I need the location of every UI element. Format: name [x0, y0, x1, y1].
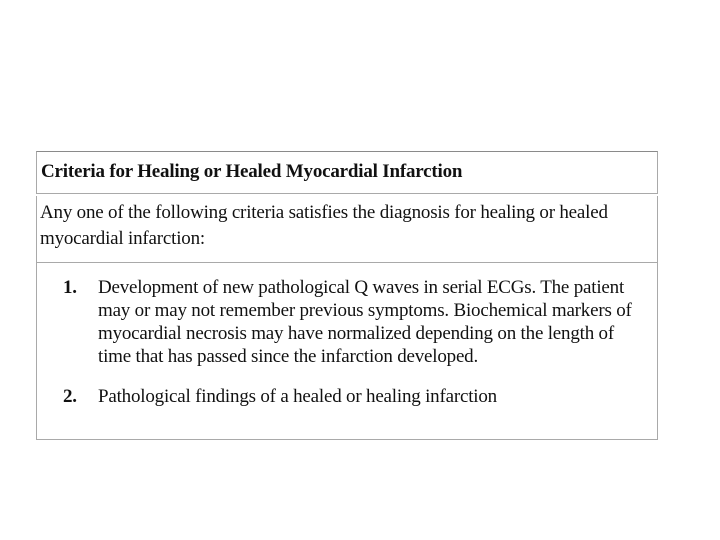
criterion-text: Development of new pathological Q waves in serial ECGs. The patient may or may not remember previous symptoms. Biochemical markers of myocardial necrosis may have normalized depending on the length of time that has passed since the infarction developed. — [98, 277, 632, 367]
criteria-list — [63, 276, 653, 425]
criteria-table — [36, 151, 660, 440]
criterion-text: Pathological findings of a healed or healing infarction — [98, 386, 497, 407]
table-title: Criteria for Healing or Healed Myocardial Infarction — [41, 161, 463, 182]
intro-text: Any one of the following criteria satisfies the diagnosis for healing or healed myocardial infarction: — [40, 202, 608, 249]
criterion-number: 1. — [63, 277, 77, 298]
table-header-cell — [36, 151, 658, 194]
criterion-number: 2. — [63, 386, 77, 407]
list-item — [63, 276, 653, 368]
list-item — [63, 385, 653, 408]
